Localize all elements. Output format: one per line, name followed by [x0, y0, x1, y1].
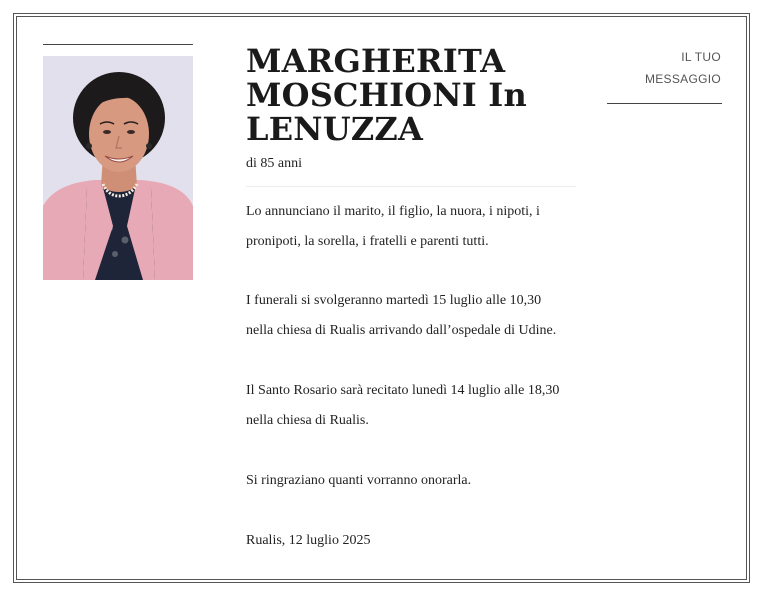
- portrait-illustration: [43, 56, 193, 280]
- funeral-paragraph: [246, 286, 596, 346]
- age-text: di 85 anni: [246, 156, 302, 171]
- paragraph-line: Si ringraziano quanti vorranno onorarla.: [246, 473, 472, 488]
- deceased-name: [246, 44, 586, 146]
- announcement-paragraph: [246, 197, 596, 257]
- photo-top-divider: [43, 44, 193, 45]
- thanks-paragraph: [246, 466, 596, 496]
- link-line: IL TUO: [681, 50, 721, 64]
- deceased-portrait-photo: [43, 56, 193, 280]
- paragraph-line: nella chiesa di Rualis.: [246, 413, 369, 428]
- link-line: MESSAGGIO: [644, 72, 721, 86]
- paragraph-line: I funerali si svolgeranno martedì 15 luglio alle 10,30: [246, 293, 542, 308]
- place-date-line: [246, 526, 596, 556]
- paragraph-line: Il Santo Rosario sarà recitato lunedì 14 luglio alle 18,30: [246, 383, 560, 398]
- paragraph-line: pronipoti, la sorella, i fratelli e parenti tutti.: [246, 234, 489, 249]
- name-line: MARGHERITA: [246, 42, 506, 80]
- name-line: LENUZZA: [246, 110, 423, 148]
- paragraph-line: Lo annunciano il marito, il figlio, la nuora, i nipoti, i: [246, 204, 540, 219]
- message-link-divider: [607, 103, 722, 104]
- name-line: MOSCHIONI In: [246, 76, 527, 114]
- paragraph-line: nella chiesa di Rualis arrivando dall’ospedale di Udine.: [246, 323, 557, 338]
- text-divider: [246, 186, 576, 187]
- your-message-link[interactable]: [606, 46, 721, 90]
- rosary-paragraph: [246, 376, 596, 436]
- paragraph-line: Rualis, 12 luglio 2025: [246, 533, 371, 548]
